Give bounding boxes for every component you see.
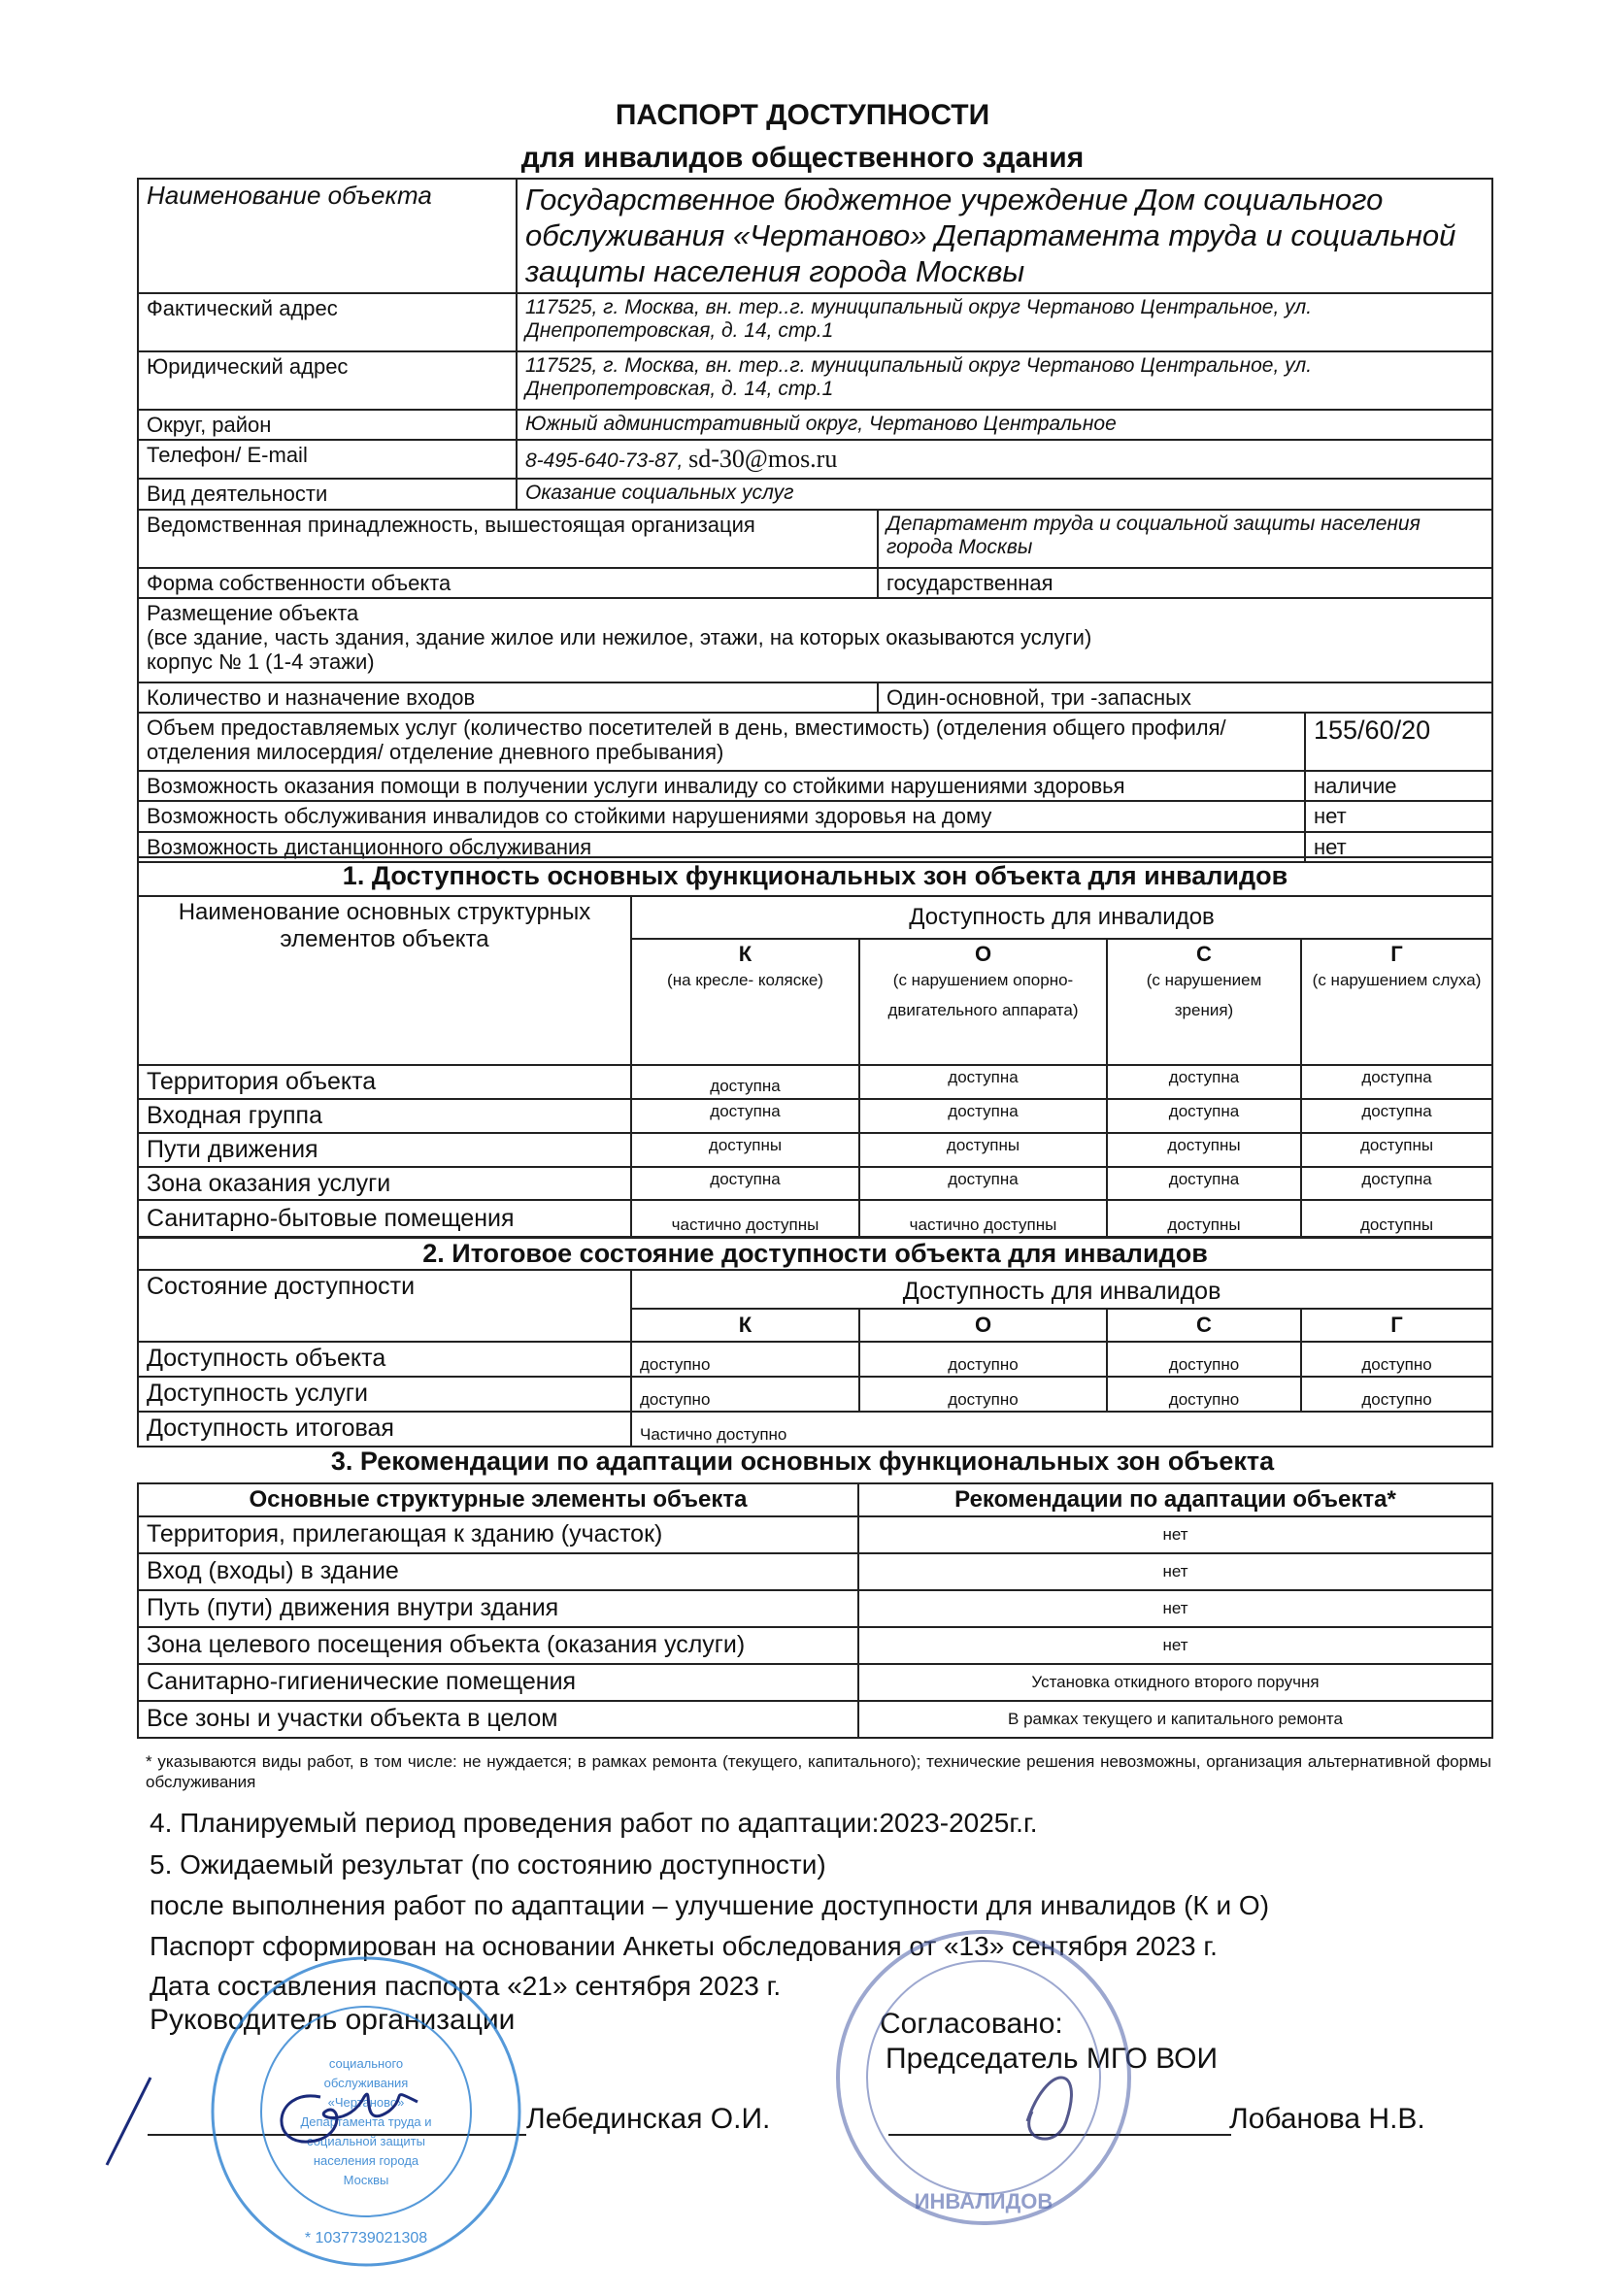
- state-k: доступно: [631, 1377, 859, 1412]
- table-row: [138, 1200, 1492, 1237]
- state-o: доступно: [859, 1342, 1107, 1377]
- letter-s: С: [1107, 1309, 1301, 1342]
- section2-col-header: Состояние доступности: [138, 1270, 631, 1342]
- placement-cell: [138, 598, 1492, 682]
- svg-text:Департамента труда и: Департамента труда и: [300, 2114, 432, 2129]
- section2-access-header: Доступность для инвалидов: [631, 1270, 1492, 1309]
- svg-text:Москвы: Москвы: [343, 2173, 389, 2187]
- zone-name: Входная группа: [138, 1099, 631, 1133]
- table-row: [138, 1065, 1492, 1099]
- document-subtitle: для инвалидов общественного здания: [520, 142, 1085, 174]
- chairman-label: Председатель МГО ВОИ: [886, 2043, 1219, 2075]
- total-value: Частично доступно: [631, 1412, 1492, 1447]
- phone-email-cell: [517, 440, 1492, 479]
- zone-k: доступны: [631, 1133, 859, 1167]
- svg-text:социального: социального: [328, 2056, 404, 2071]
- zone-k: доступна: [631, 1099, 859, 1133]
- phone-label: Телефон/ E-mail: [138, 440, 517, 479]
- state-s: доступно: [1107, 1342, 1301, 1377]
- chairman-name: Лобанова Н.В.: [1229, 2103, 1425, 2135]
- cat-k-desc: (на кресле- коляске): [667, 971, 823, 990]
- entrances-label: Количество и назначение входов: [138, 682, 878, 713]
- rec-zone: Санитарно-гигиенические помещения: [138, 1664, 858, 1701]
- address-fact-value: 117525, г. Москва, вн. тер..г. муниципальный округ Чертаново Центральное, ул. Днепропетровская, д. 14, стр.1: [517, 293, 1492, 351]
- rec-value: нет: [858, 1516, 1492, 1553]
- object-info-table: [137, 178, 1493, 863]
- rec-zone: Территория, прилегающая к зданию (участок): [138, 1516, 858, 1553]
- district-value: Южный административный округ, Чертаново Центральное: [517, 410, 1492, 440]
- placement-note: (все здание, часть здания, здание жилое или нежилое, этажи, на которых оказываются услуги): [147, 625, 1092, 650]
- head-signature: [97, 2058, 466, 2175]
- table-row: [138, 1342, 1492, 1377]
- state-name: Доступность услуги: [138, 1377, 631, 1412]
- home-label: Возможность обслуживания инвалидов со стойкими нарушениями здоровья на дому: [138, 801, 1305, 831]
- state-name: Доступность объекта: [138, 1342, 631, 1377]
- volume-label: Объем предоставляемых услуг (количество посетителей в день, вместимость) (отделения общего профиля/ отделения милосердия/ отделение дневного пребывания): [138, 713, 1305, 771]
- state-o: доступно: [859, 1377, 1107, 1412]
- help-value: наличие: [1305, 771, 1492, 801]
- state-k: доступно: [631, 1342, 859, 1377]
- cat-k-letter: К: [738, 942, 752, 966]
- zone-name: Зона оказания услуги: [138, 1167, 631, 1201]
- rec-zone: Путь (пути) движения внутри здания: [138, 1590, 858, 1627]
- address-fact-label: Фактический адрес: [138, 293, 517, 351]
- table-row: [138, 1412, 1492, 1447]
- agreed-label: Согласовано:: [880, 2008, 1063, 2040]
- state-g: доступно: [1301, 1342, 1492, 1377]
- svg-text:населения города: населения города: [313, 2153, 419, 2168]
- section1-access-header: Доступность для инвалидов: [631, 896, 1492, 939]
- zone-s: доступны: [1107, 1200, 1301, 1237]
- volume-value: 155/60/20: [1305, 713, 1492, 771]
- expected-result: 5. Ожидаемый результат (по состоянию доступности): [150, 1849, 826, 1880]
- email-value: sd-30@mos.ru: [688, 445, 838, 474]
- chairman-stamp: [823, 1917, 1144, 2238]
- cat-s-letter: С: [1196, 942, 1212, 966]
- state-g: доступно: [1301, 1377, 1492, 1412]
- zone-k: доступна: [631, 1065, 859, 1099]
- cat-s-cell: [1107, 939, 1301, 1065]
- svg-text:«Чертаново»: «Чертаново»: [327, 2095, 405, 2110]
- zone-s: доступна: [1107, 1167, 1301, 1201]
- activity-value: Оказание социальных услуг: [517, 479, 1492, 509]
- activity-label: Вид деятельности: [138, 479, 517, 509]
- name-value: Государственное бюджетное учреждение Дом социального обслуживания «Чертаново» Департамента труда и социальной защиты населения города Москвы: [517, 179, 1492, 293]
- section1-table: [137, 856, 1493, 1238]
- placement-value: корпус № 1 (1-4 этажи): [147, 649, 375, 675]
- head-name: Лебединская О.И.: [526, 2103, 771, 2135]
- ownership-value: государственная: [878, 568, 1492, 598]
- remote-value: нет: [1305, 832, 1492, 862]
- cat-o-desc: (с нарушением опорно-двигательного аппарата): [887, 971, 1079, 1019]
- plan-period: 4. Планируемый период проведения работ по адаптации:2023-2025г.г.: [150, 1808, 1038, 1838]
- zone-k: частично доступны: [631, 1200, 859, 1237]
- placement-title: Размещение объекта: [147, 600, 359, 625]
- name-label: Наименование объекта: [138, 179, 517, 293]
- letter-g: Г: [1301, 1309, 1492, 1342]
- table-row: [138, 1590, 1492, 1627]
- cat-k-cell: [631, 939, 859, 1065]
- home-value: нет: [1305, 801, 1492, 831]
- rec-value: Установка откидного второго поручня: [858, 1664, 1492, 1701]
- rec-value: нет: [858, 1553, 1492, 1590]
- state-s: доступно: [1107, 1377, 1301, 1412]
- zone-g: доступна: [1301, 1167, 1492, 1201]
- zone-g: доступна: [1301, 1099, 1492, 1133]
- table-row: [138, 1627, 1492, 1664]
- zone-s: доступна: [1107, 1099, 1301, 1133]
- dept-value: Департамент труда и социальной защиты населения города Москвы: [878, 510, 1492, 568]
- document-title: ПАСПОРТ ДОСТУПНОСТИ: [615, 99, 990, 131]
- zone-g: доступна: [1301, 1065, 1492, 1099]
- zone-o: доступна: [859, 1167, 1107, 1201]
- cat-g-desc: (с нарушением слуха): [1312, 971, 1482, 990]
- head-label: Руководитель организации: [150, 2004, 516, 2036]
- help-label: Возможность оказания помощи в получении услуги инвалиду со стойкими нарушениями здоровья: [138, 771, 1305, 801]
- zone-o: частично доступны: [859, 1200, 1107, 1237]
- section3-col1: Основные структурные элементы объекта: [138, 1483, 858, 1516]
- section3-table: [137, 1482, 1493, 1739]
- zone-name: Санитарно-бытовые помещения: [138, 1200, 631, 1237]
- zone-o: доступны: [859, 1133, 1107, 1167]
- section3-title: 3. Рекомендации по адаптации основных функциональных зон объекта: [330, 1447, 1275, 1476]
- table-row: [138, 1133, 1492, 1167]
- table-row: [138, 1377, 1492, 1412]
- rec-zone: Зона целевого посещения объекта (оказания услуги): [138, 1627, 858, 1664]
- expected-result-detail: после выполнения работ по адаптации – улучшение доступности для инвалидов (К и О): [150, 1890, 1270, 1920]
- zone-o: доступна: [859, 1065, 1107, 1099]
- rec-value: В рамках текущего и капитального ремонта: [858, 1701, 1492, 1738]
- address-legal-value: 117525, г. Москва, вн. тер..г. муниципальный округ Чертаново Центральное, ул. Днепропетровская, д. 14, стр.1: [517, 351, 1492, 410]
- table-row: [138, 1099, 1492, 1133]
- section3-col2: Рекомендации по адаптации объекта*: [858, 1483, 1492, 1516]
- table-row: [138, 1701, 1492, 1738]
- rec-zone: Вход (входы) в здание: [138, 1553, 858, 1590]
- footnote: * указываются виды работ, в том числе: не нуждается; в рамках ремонта (текущего, капитального); технические решения невозможны, организация альтернативной формы обслуживания: [146, 1752, 1491, 1792]
- table-row: [138, 1167, 1492, 1201]
- zone-name: Территория объекта: [138, 1065, 631, 1099]
- dept-label: Ведомственная принадлежность, вышестоящая организация: [138, 510, 878, 568]
- table-row: [138, 1553, 1492, 1590]
- section2-table: [137, 1237, 1493, 1447]
- zone-s: доступны: [1107, 1133, 1301, 1167]
- phone-value: 8-495-640-73-87,: [525, 449, 684, 473]
- cat-s-desc: (с нарушением зрения): [1146, 971, 1262, 1019]
- survey-basis: Паспорт сформирован на основании Анкеты обследования от «13» сентября 2023 г.: [150, 1931, 1218, 1961]
- zone-g: доступны: [1301, 1133, 1492, 1167]
- rec-value: нет: [858, 1627, 1492, 1664]
- rec-value: нет: [858, 1590, 1492, 1627]
- ownership-label: Форма собственности объекта: [138, 568, 878, 598]
- letter-k: К: [631, 1309, 859, 1342]
- zone-k: доступна: [631, 1167, 859, 1201]
- zone-o: доступна: [859, 1099, 1107, 1133]
- svg-text:обслуживания: обслуживания: [323, 2076, 409, 2090]
- letter-o: О: [859, 1309, 1107, 1342]
- svg-text:социальной защиты: социальной защиты: [307, 2134, 425, 2148]
- cat-o-letter: О: [974, 942, 992, 966]
- zone-s: доступна: [1107, 1065, 1301, 1099]
- remote-label: Возможность дистанционного обслуживания: [138, 832, 1305, 862]
- entrances-value: Один-основной, три -запасных: [878, 682, 1492, 713]
- svg-text:* 1037739021308: * 1037739021308: [304, 2230, 428, 2246]
- zone-name: Пути движения: [138, 1133, 631, 1167]
- district-label: Округ, район: [138, 410, 517, 440]
- cat-g-letter: Г: [1390, 942, 1403, 966]
- zone-g: доступны: [1301, 1200, 1492, 1237]
- rec-zone: Все зоны и участки объекта в целом: [138, 1701, 858, 1738]
- section1-col-header: Наименование основных структурных элементов объекта: [138, 896, 631, 1065]
- section1-title: 1. Доступность основных функциональных зон объекта для инвалидов: [138, 857, 1492, 896]
- table-row: [138, 1664, 1492, 1701]
- svg-text:ИНВАЛИДОВ: ИНВАЛИДОВ: [914, 2189, 1053, 2213]
- cat-g-cell: [1301, 939, 1492, 1065]
- table-row: [138, 1516, 1492, 1553]
- address-legal-label: Юридический адрес: [138, 351, 517, 410]
- cat-o-cell: [859, 939, 1107, 1065]
- section2-title: 2. Итоговое состояние доступности объекта для инвалидов: [138, 1238, 1492, 1270]
- total-label: Доступность итоговая: [138, 1412, 631, 1447]
- compile-date: Дата составления паспорта «21» сентября 2023 г.: [150, 1971, 782, 2001]
